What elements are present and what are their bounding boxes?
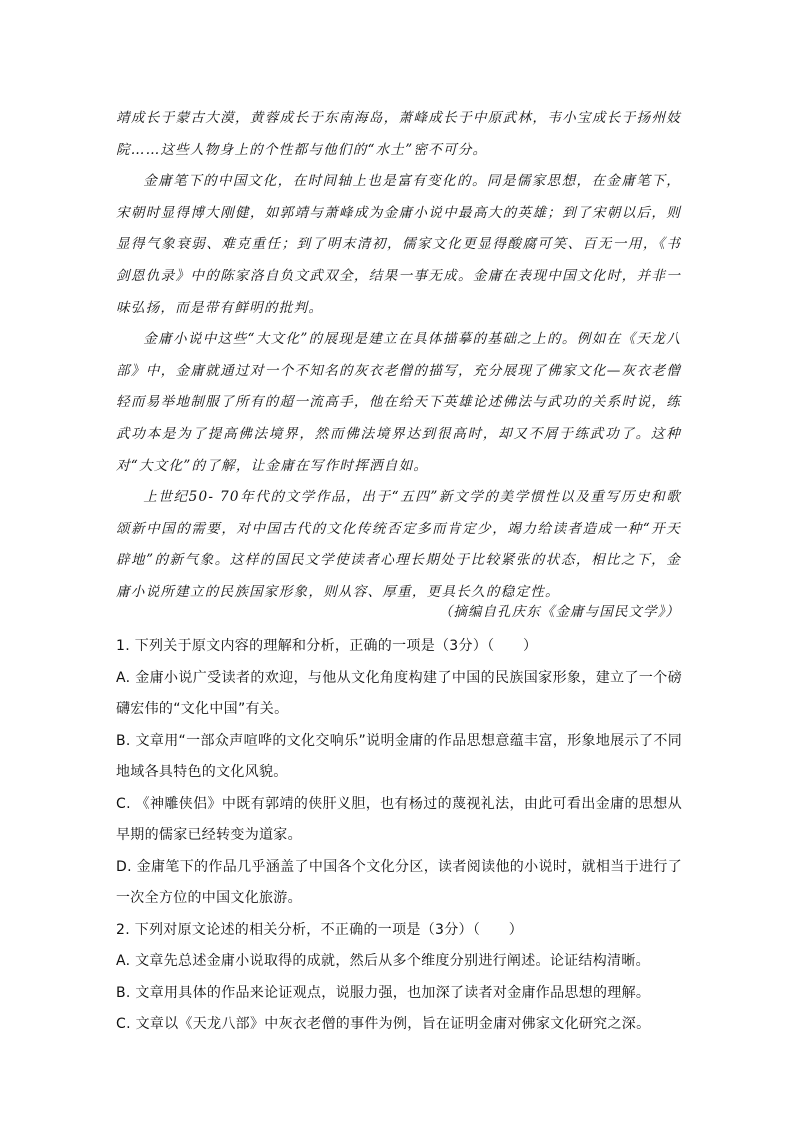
question-section bbox=[116, 631, 682, 1041]
question-1-stem: 1. 下列关于原文内容的理解和分析，正确的一项是（3分）（ ） bbox=[116, 638, 538, 654]
passage-paragraph: 靖成长于蒙古大漠，黄蓉成长于东南海岛，萧峰成长于中原武林，韦小宝成长于扬州妓院……这些人物身上的个性都与他们的“水土”密不可分。 bbox=[116, 110, 681, 158]
question-2-option-c: C. 文章以《天龙八部》中灰衣老僧的事件为例，旨在证明金庸对佛家文化研究之深。 bbox=[116, 1016, 651, 1032]
question-2-stem: 2. 下列对原文论述的相关分析，不正确的一项是（3分）（ ） bbox=[116, 921, 524, 938]
question-2-option-a: A. 文章先总述金庸小说取得的成就，然后从多个维度分别进行阐述。论证结构清晰。 bbox=[116, 953, 650, 969]
question-1-option-a: A. 金庸小说广受读者的欢迎，与他从文化角度构建了中国的民族国家形象，建立了一个磅礴宏伟的“文化中国”有关。 bbox=[116, 669, 682, 717]
reading-passage bbox=[116, 103, 681, 609]
question-1-option-d: D. 金庸笔下的作品几乎涵盖了中国各个文化分区，读者阅读他的小说时，就相当于进行了一次全方位的中国文化旅游。 bbox=[116, 858, 682, 906]
question-1-option-b: B. 文章用“一部众声喧哗的文化交响乐”说明金庸的作品思想意蕴丰富，形象地展示了不同地域各具特色的文化风貌。 bbox=[116, 732, 682, 780]
question-2-option-b: B. 文章用具体的作品来论证观点，说服力强，也加深了读者对金庸作品思想的理解。 bbox=[116, 984, 651, 1001]
question-1-option-c: C. 《神雕侠侣》中既有郭靖的侠肝义胆，也有杨过的蔑视礼法，由此可看出金庸的思想从早期的儒家已经转变为道家。 bbox=[116, 795, 682, 843]
passage-source: （摘编自孔庆东《金庸与国民文学》） bbox=[438, 604, 680, 620]
passage-paragraph: 上世纪50- 70年代的文学作品，出于“五四”新文学的美学惯性以及重写历史和歌颂新中国的需要，对中国古代的文化传统否定多而肯定少，竭力给读者造成一种“开天辟地”的新气象。这样的国民文学使读者心理长期处于比较紧张的状态，相比之下，金庸小说所建立的民族国家形象，则从容、厚重，更具长久的稳定性。 bbox=[116, 489, 681, 600]
passage-paragraph: 金庸小说中这些“大文化”的展现是建立在具体描摹的基础之上的。例如在《天龙八部》中，金庸就通过对一个不知名的灰衣老僧的描写，充分展现了佛家文化—灰衣老僧轻而易举地制服了所有的超一流高手，他在给天下英雄论述佛法与武功的关系时说，练武功本是为了提高佛法境界，然而佛法境界达到很高时，却又不屑于练武功了。这种对“大文化”的了解，让金庸在写作时挥洒自如。 bbox=[116, 331, 681, 474]
passage-paragraph: 金庸笔下的中国文化，在时间轴上也是富有变化的。同是儒家思想，在金庸笔下，宋朝时显得博大刚健，如郭靖与萧峰成为金庸小说中最高大的英雄；到了宋朝以后，则显得气象衰弱、难克重任；到了明末清初，儒家文化更显得酸腐可笑、百无一用，《书剑恩仇录》中的陈家洛自负文武双全，结果一事无成。金庸在表现中国文化时，并非一味弘扬，而是带有鲜明的批判。 bbox=[116, 173, 681, 316]
